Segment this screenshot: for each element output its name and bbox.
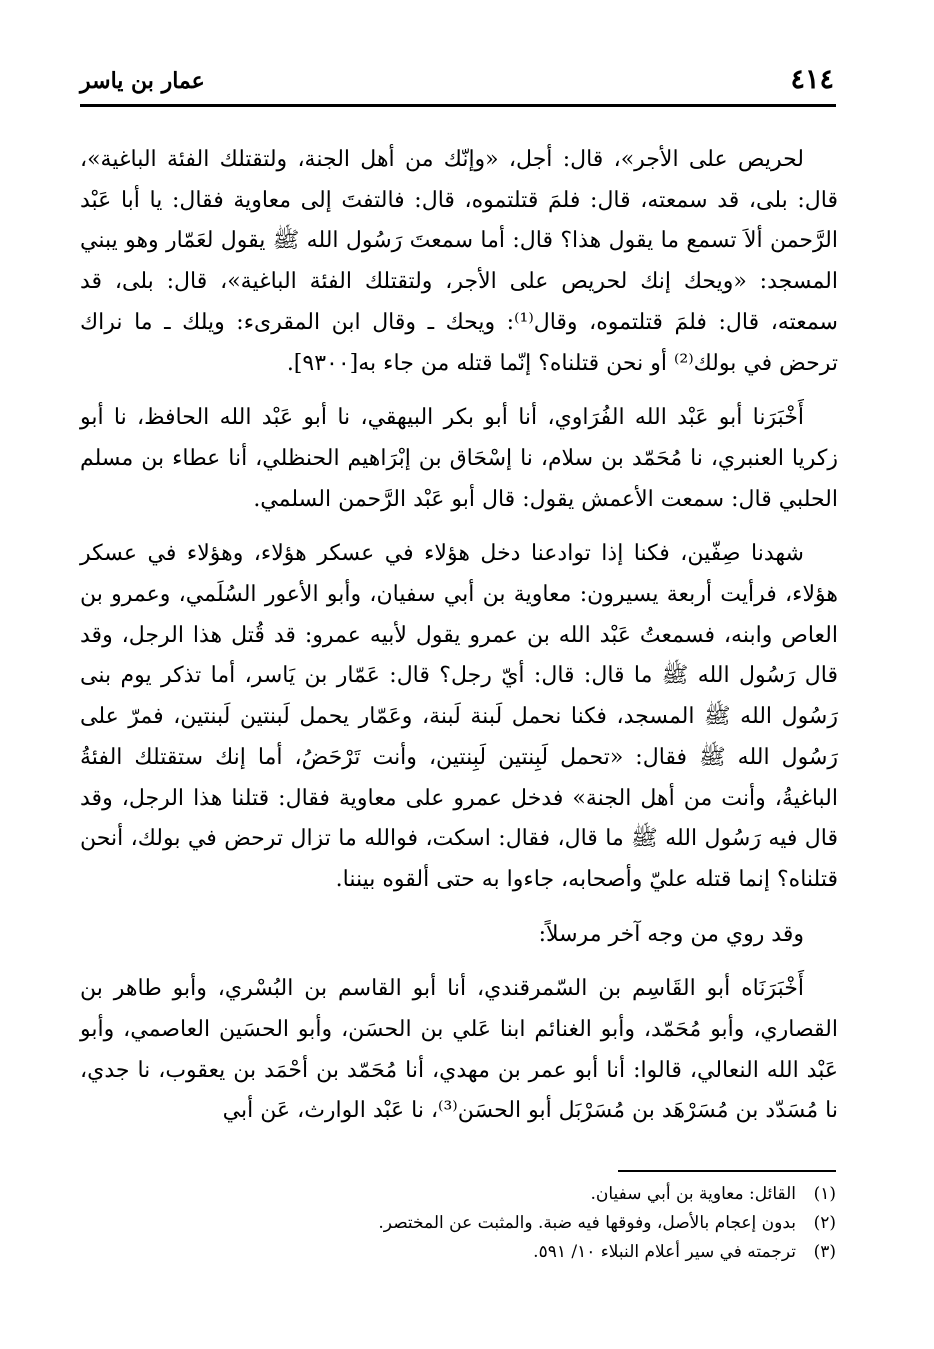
paragraph: أَخْبَرَنَاه أبو القَاسِم بن السّمرقندي، أنا أبو القاسم بن البُسْري، وأبو طاهر بن القصاري، وأبو مُحَمّد، وأبو الغنائم ابنا عَلي بن الحسَن، وأبو الحسَين العاصمي، وأبو عَبْد الله النعالي، قالوا: أنا أبو عمر بن مهدي، أنا مُحَمّد بن أحْمَد بن يعقوب، نا جدي، نا مُسَدّد بن مُسَرْهَد بن مُسَرْبَل أبو الحسَن⁽³⁾، نا عَبْد الوارث، عَن أبي: [80, 976, 838, 1124]
footnote: [80, 1238, 836, 1267]
paragraph: لحريص على الأجر»، قال: أجل، «وإنّك من أهل الجنة، ولتقتلك الفئة الباغية»، قال: بلى، قد سمعته، قال: فلمَ قتلتموه، قال: فالتفتَ إلى معاوية فقال: يا أبا عَبْد الرَّحمن ألاَ تسمع ما يقول هذا؟ قال: أما سمعتَ رَسُول الله ﷺ يقول لعَمّار وهو يبني المسجد: «ويحك إنك لحريص على الأجر، ولتقتلك الفئة الباغية»، قال: بلى، قد سمعته، قال: فلمَ قتلتموه، وقال⁽¹⁾: ويحك ـ وقال ابن المقرىء: ويلك ـ ما نراك ترحض في بولك⁽²⁾ أو نحن قتلناه؟ إنّما قتله من جاء به[٩٣٠٠].: [80, 147, 838, 376]
footnotes: [80, 1180, 836, 1267]
paragraph: شهدنا صِفّين، فكنا إذا توادعنا دخل هؤلاء في عسكر هؤلاء، وهؤلاء في عسكر هؤلاء، فرأيت أربعة يسيرون: معاوية بن أبي سفيان، وأبو الأعور السُلَمي، وعمرو بن العاص وابنه، فسمعتُ عَبْد الله بن عمرو يقول لأبيه عمرو: قد قُتل هذا الرجل، وقد قال رَسُول الله ﷺ ما قال: قال: أيّ رجل؟ قال: عَمّار بن يَاسر، أما تذكر يوم بنى رَسُول الله ﷺ المسجد، فكنا نحمل لَبنة لَبنة، وعَمّار يحمل لَبنتين لَبنتين، فمرّ على رَسُول الله ﷺ فقال: «تحمل لَبِنتين لَبِنتين، وأنت تَرْحَضُ، أما إنك ستقتلك الفئةُ الباغيةُ، وأنت من أهل الجنة» فدخل عمرو على معاوية فقال: قتلنا هذا الرجل، وقد قال فيه رَسُول الله ﷺ ما قال، فقال: اسكت، فوالله ما تزال ترحض في بولك، أنحن قتلناه؟ إنما قتله عليّ وأصحابه، جاءوا به حتى ألقوه بيننا.: [80, 541, 838, 892]
main-text: [80, 140, 838, 1132]
footnote-number: (٣): [813, 1242, 836, 1262]
page-number: ٤١٤: [790, 64, 834, 95]
running-title: عمار بن ياسر: [80, 68, 205, 94]
page-header: [80, 62, 834, 106]
footnote-separator: [618, 1170, 836, 1172]
footnote: [80, 1180, 836, 1209]
header-rule: [80, 104, 836, 107]
footnote-text: ترجمته في سير أعلام النبلاء ١٠/ ٥٩١.: [533, 1242, 796, 1262]
footnote-text: القائل: معاوية بن أبي سفيان.: [590, 1184, 796, 1204]
footnote-text: بدون إعجام بالأصل، وفوقها فيه ضبة. والمثبت عن المختصر.: [378, 1213, 796, 1233]
footnote-number: (٢): [813, 1213, 836, 1233]
paragraph: أَخْبَرَنا أبو عَبْد الله الفُرَاوي، أنا أبو بكر البيهقي، نا أبو عَبْد الله الحافظ، نا أبو زكريا العنبري، نا مُحَمّد بن سلام، نا إسْحَاق بن إبْرَاهيم الحنظلي، أنا عطاء بن مسلم الحلبي قال: سمعت الأعمش يقول: قال أبو عَبْد الرَّحمن السلمي.: [80, 405, 838, 512]
footnote: [80, 1209, 836, 1238]
paragraph: وقد روي من وجه آخر مرسلاً:: [538, 921, 804, 947]
footnote-number: (١): [813, 1184, 836, 1204]
